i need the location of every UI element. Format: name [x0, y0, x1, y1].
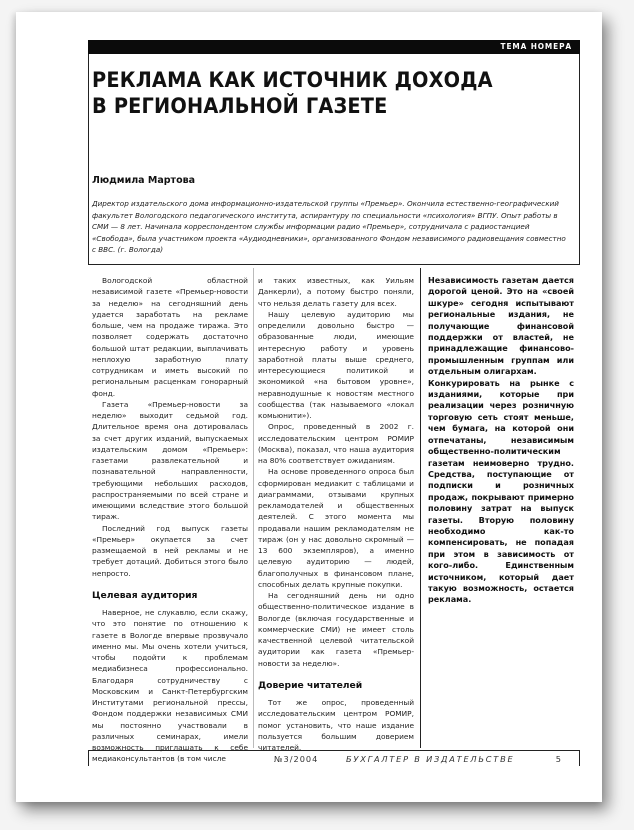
bio-divider: [88, 264, 580, 265]
paragraph: Опрос, проведенный в 2002 г. исследовательским центром РОМИР (Москва), показал, что наша аудитория на 80% соответствует ожиданиям.: [258, 422, 414, 465]
author-bio: Директор издательского дома информационно-издательской группы «Премьер». Окончила естественно-географический факультет Вологодского педагогического института, аспирантуру по специальности «психология» ВГПУ. Опыт работы в СМИ — 8 лет. Начинала корреспондентом службы информации радио «Премьер», сотрудничала с радиостанцией «Свобода», была участником проекта «Аудиодневники», организованного Фондом независимого радиовещания совместно с ВВС. (г. Вологда): [92, 199, 566, 255]
paragraph: На сегодняшний день ни одно общественно-политическое издание в Вологде (включая государственные и коммерческие СМИ) не имеет столь качественной целевой читательской аудитории как газета «Премьер-новости за неделю».: [258, 591, 414, 668]
frame-right-rule: [579, 54, 580, 264]
column-divider-1: [253, 268, 254, 748]
paragraph: Тот же опрос, проведенный исследовательским центром РОМИР, помог установить, что наше издание пользуется большим доверием читателей.: [258, 698, 414, 752]
article-column-2: [258, 275, 414, 753]
paragraph: Вологодской областной независимой газете «Премьер-новости за неделю» на сегодняшний день удается заработать на рекламе больше, чем на продаже тиража. Это позволяет содержать достаточно большой штат редакции, выплачивать неплохую заработную плату сотрудникам и иметь высокий по региональным расценкам гонорарный фонд.: [92, 276, 248, 398]
page-footer: [88, 754, 580, 768]
sidebar-paragraph: Конкурировать на рынке с изданиями, которые при реализации через розничную торговую сеть стоят меньше, чем бумага, на которой они отпечатаны, независимым общественно-политическим газетам неимоверно трудно. Средства, поступающие от подписки и розничных продаж, покрывают примерно половину затрат на выпуск газеты. Вторую половину необходимо как-то компенсировать, не попадая при этом в зависимость от кого-либо. Единственным источником, который дает такую возможность, остается реклама.: [428, 377, 574, 605]
subheading-reader-trust: Доверие читателей: [258, 679, 363, 691]
sidebar-paragraph: Независимость газетам дается дорогой ценой. Это на «своей шкуре» сегодня испытывают региональные издания, не получающие финансовой поддержки от властей, не принадлежащие финансово-промышленным группам или отдельным олигархам.: [428, 275, 574, 377]
article-title-line1: РЕКЛАМА КАК ИСТОЧНИК ДОХОДА: [92, 68, 493, 92]
sidebar-column: [428, 275, 574, 606]
paragraph: и таких известных, как Уильям Данкерли), а потому быстро поняли, что нельзя делать газету для всех.: [258, 276, 414, 308]
frame-left-rule: [88, 54, 89, 264]
paragraph: На основе проведенного опроса был сформирован медиакит с таблицами и диаграммами, отзывами крупных рекламодателей и общественных деятелей. С этого момента мы продавали нашим рекламодателям не тираж (он у нас довольно скромный — 13 600 экземпляров), а именно целевую аудиторию — людей, благополучных в финансовом плане, способных делать крупные покупки.: [258, 467, 414, 589]
issue-number: №3/2004: [274, 754, 319, 764]
article-title: [92, 67, 524, 119]
footer-divider: [88, 750, 580, 751]
article-column-1: [92, 275, 248, 765]
article-title-line2: В РЕГИОНАЛЬНОЙ ГАЗЕТЕ: [92, 94, 388, 118]
paragraph: Нашу целевую аудиторию мы определили довольно быстро — образованные люди, имеющие интересную работу и уровень заработной платы выше среднего, интересующиеся политикой и экономикой «на бытовом уровне», неравнодушные к новостям местного сообщества (так называемого «локал комьюнити»).: [258, 309, 414, 420]
paragraph: Газета «Премьер-новости за неделю» выходит седьмой год. Длительное время она дотировалась за счет других изданий, выпускаемых издательским домом «Премьер»: газетами развлекательной и познавательной направленности, требующими небольших расходов, распространяемыми по всей стране и имеющими вследствие этого большой тираж.: [92, 399, 248, 522]
section-label: ТЕМА НОМЕРА: [500, 41, 572, 51]
paragraph: Последний год выпуск газеты «Премьер» окупается за счет размещаемой в ней рекламы и не требует дотаций. Добиться этого было непросто.: [92, 523, 248, 578]
magazine-page: [16, 12, 602, 802]
section-header-bar: [88, 40, 580, 54]
column-divider-2: [420, 268, 421, 748]
subheading-target-audience: Целевая аудитория: [92, 589, 198, 601]
paragraph: Наверное, не слукавлю, если скажу, что это понятие по отношению к газете в Вологде впервые прозвучало именно мы. Мы очень хотели учиться, чтобы подойти к проблемам медиабизнеса профессионально. Благодаря сотрудничеству с Московским и Санкт-Петербургским Институтами региональной прессы, Фондом поддержки независимых СМИ мы постоянно участвовали в различных семинарах, имели возможность приглашать к себе медиаконсультантов (в том числе: [92, 608, 248, 764]
author-name: Людмила Мартова: [92, 175, 196, 186]
magazine-name: БУХГАЛТЕР В ИЗДАТЕЛЬСТВЕ: [346, 754, 515, 764]
page-number: 5: [555, 754, 562, 764]
